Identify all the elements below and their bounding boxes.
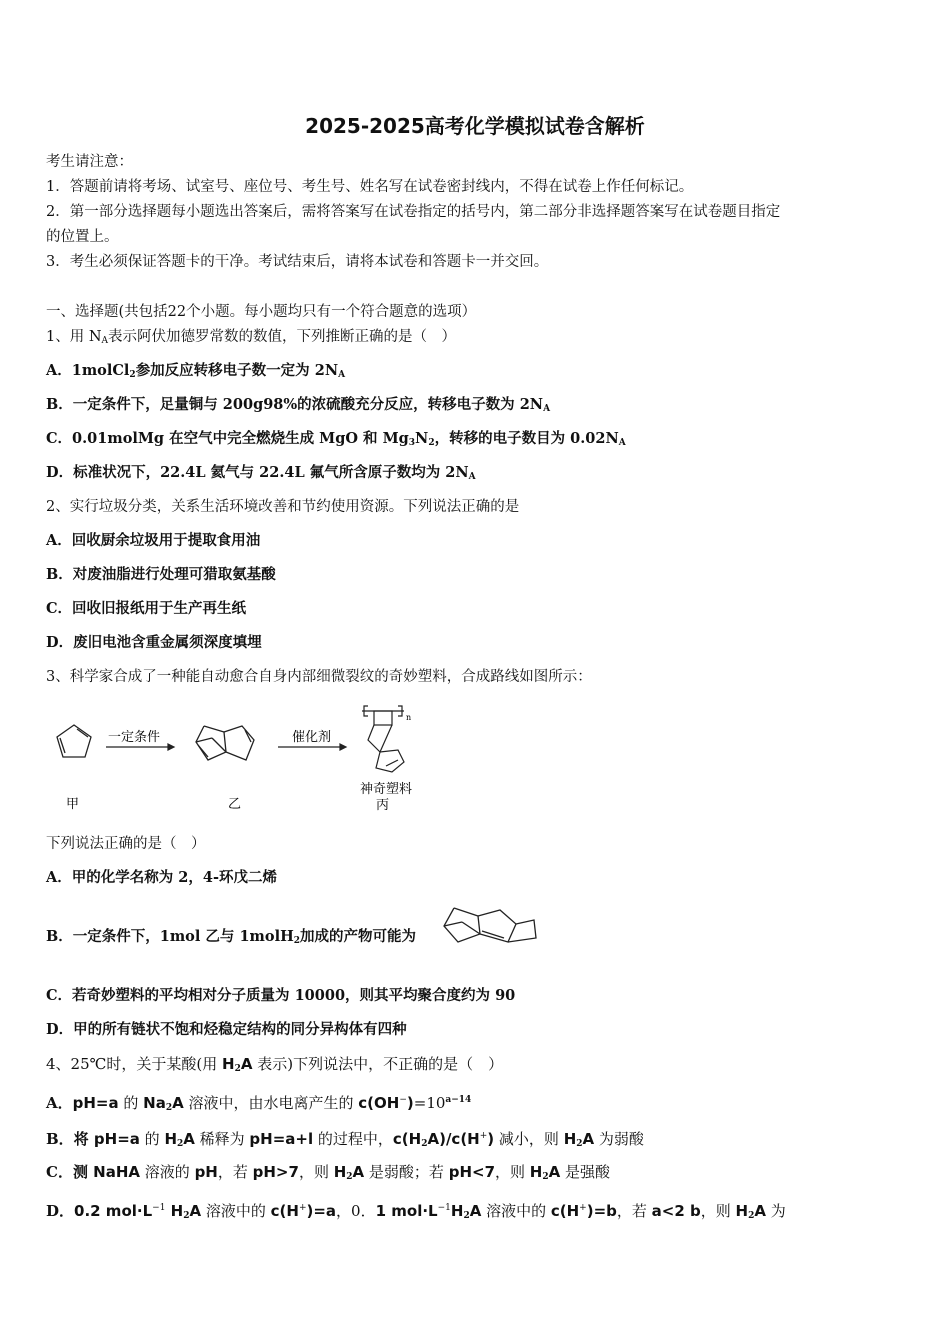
q4-option-d: D．0.2 $mol\cdot L^{-1}$ $H_2A$ 溶液中的 c(H+)=a，0．1 $mol\cdot L^{-1}H_2A$ 溶液中的 c(H+)=b，若 a<2 b，则 $H_2A$ 为	[46, 1202, 786, 1221]
q3-option-d: D．甲的所有链状不饱和烃稳定结构的同分异构体有四种	[46, 1021, 407, 1038]
q1-option-c: C．0.01molMg 在空气中完全燃烧生成 MgO 和 $Mg_3N_2$，转移的电子数目为 $0.02N_A$	[46, 430, 626, 448]
label-jia: 甲	[66, 797, 80, 812]
section-heading: 一、选择题(共包括22个小题。每小题均只有一个符合题意的选项）	[46, 304, 477, 320]
q3-option-a: A．甲的化学名称为 2，4-环戊二烯	[46, 869, 277, 886]
notice-item-2: 2．第一部分选择题每小题选出答案后，需将答案写在试卷指定的括号内，第二部分非选择题答案写在试卷题目指定	[46, 204, 781, 220]
q2-option-c: C．回收旧报纸用于生产再生纸	[46, 600, 247, 617]
label-plastic: 神奇塑料	[360, 782, 413, 797]
q1-option-a: A．1molCl$_2$参加反应转移电子数一定为 $2N_A$	[46, 362, 346, 380]
compound-jia-structure	[57, 725, 91, 757]
q1-stem: 1、用 $N_A$表示阿伏加德罗常数的数值，下列推断正确的是（ ）	[46, 329, 457, 346]
compound-bing-structure	[362, 706, 404, 772]
q3-option-c: C．若奇妙塑料的平均相对分子质量为 10000，则其平均聚合度约为 90	[46, 987, 516, 1004]
label-bing: 丙	[376, 798, 390, 813]
notice-item-1: 1．答题前请将考场、试室号、座位号、考生号、姓名写在试卷密封线内，不得在试卷上作任何标记。	[46, 179, 694, 195]
q2-option-a: A．回收厨余垃圾用于提取食用油	[46, 532, 261, 549]
q4-option-b: B．将 pH=a 的 $H_2A$ 稀释为 pH=a+l 的过程中，$c(H_2A)/c(H^+)$ 减小，则 $H_2A$ 为弱酸	[46, 1130, 644, 1149]
q2-option-d: D．废旧电池含重金属须深度填埋	[46, 634, 262, 651]
q2-stem: 2、实行垃圾分类，关系生活环境改善和节约使用资源。下列说法正确的是	[46, 499, 520, 515]
q4-option-a: A．pH=a 的 $Na_2A$ 溶液中，由水电离产生的 $c(OH^-)=10^{a-14}$	[46, 1094, 472, 1113]
notice-item-3: 3．考生必须保证答题卡的干净。考试结束后，请将本试卷和答题卡一并交回。	[46, 254, 549, 270]
synthesis-route-diagram	[46, 700, 446, 820]
notice-heading: 考生请注意：	[46, 154, 133, 170]
page-title: 2025-2025高考化学模拟试卷含解析	[305, 114, 645, 138]
q2-option-b: B．对废油脂进行处理可猎取氨基酸	[46, 566, 276, 583]
hydrogenation-product-structure	[440, 906, 540, 950]
repeat-count-n: n	[406, 713, 412, 722]
arrow1-condition: 一定条件	[108, 730, 161, 745]
q3-question: 下列说法正确的是（ ）	[46, 836, 206, 852]
q3-option-b: B．一定条件下，1mol 乙与 1molH$_2$加成的产物可能为	[46, 928, 417, 946]
compound-yi-structure	[196, 726, 254, 760]
label-yi: 乙	[228, 797, 242, 812]
q4-stem: 4、25℃时，关于某酸(用 $H_2A$ 表示)下列说法中，不正确的是（ ）	[46, 1055, 504, 1074]
notice-item-2-cont: 的位置上。	[46, 229, 119, 245]
q3-stem: 3、科学家合成了一种能自动愈合自身内部细微裂纹的奇妙塑料，合成路线如图所示：	[46, 669, 592, 685]
q1-option-d: D．标准状况下，22.4L 氦气与 22.4L 氟气所含原子数均为 $2N_A$	[46, 464, 476, 482]
q1-option-b: B．一定条件下，足量铜与 200g98%的浓硫酸充分反应，转移电子数为 $2N_A$	[46, 396, 551, 414]
q4-option-c: C．测 NaHA 溶液的 pH，若 pH>7，则 $H_2A$ 是弱酸；若 pH<7，则 $H_2A$ 是强酸	[46, 1163, 610, 1182]
arrow2-condition: 催化剂	[292, 730, 332, 745]
